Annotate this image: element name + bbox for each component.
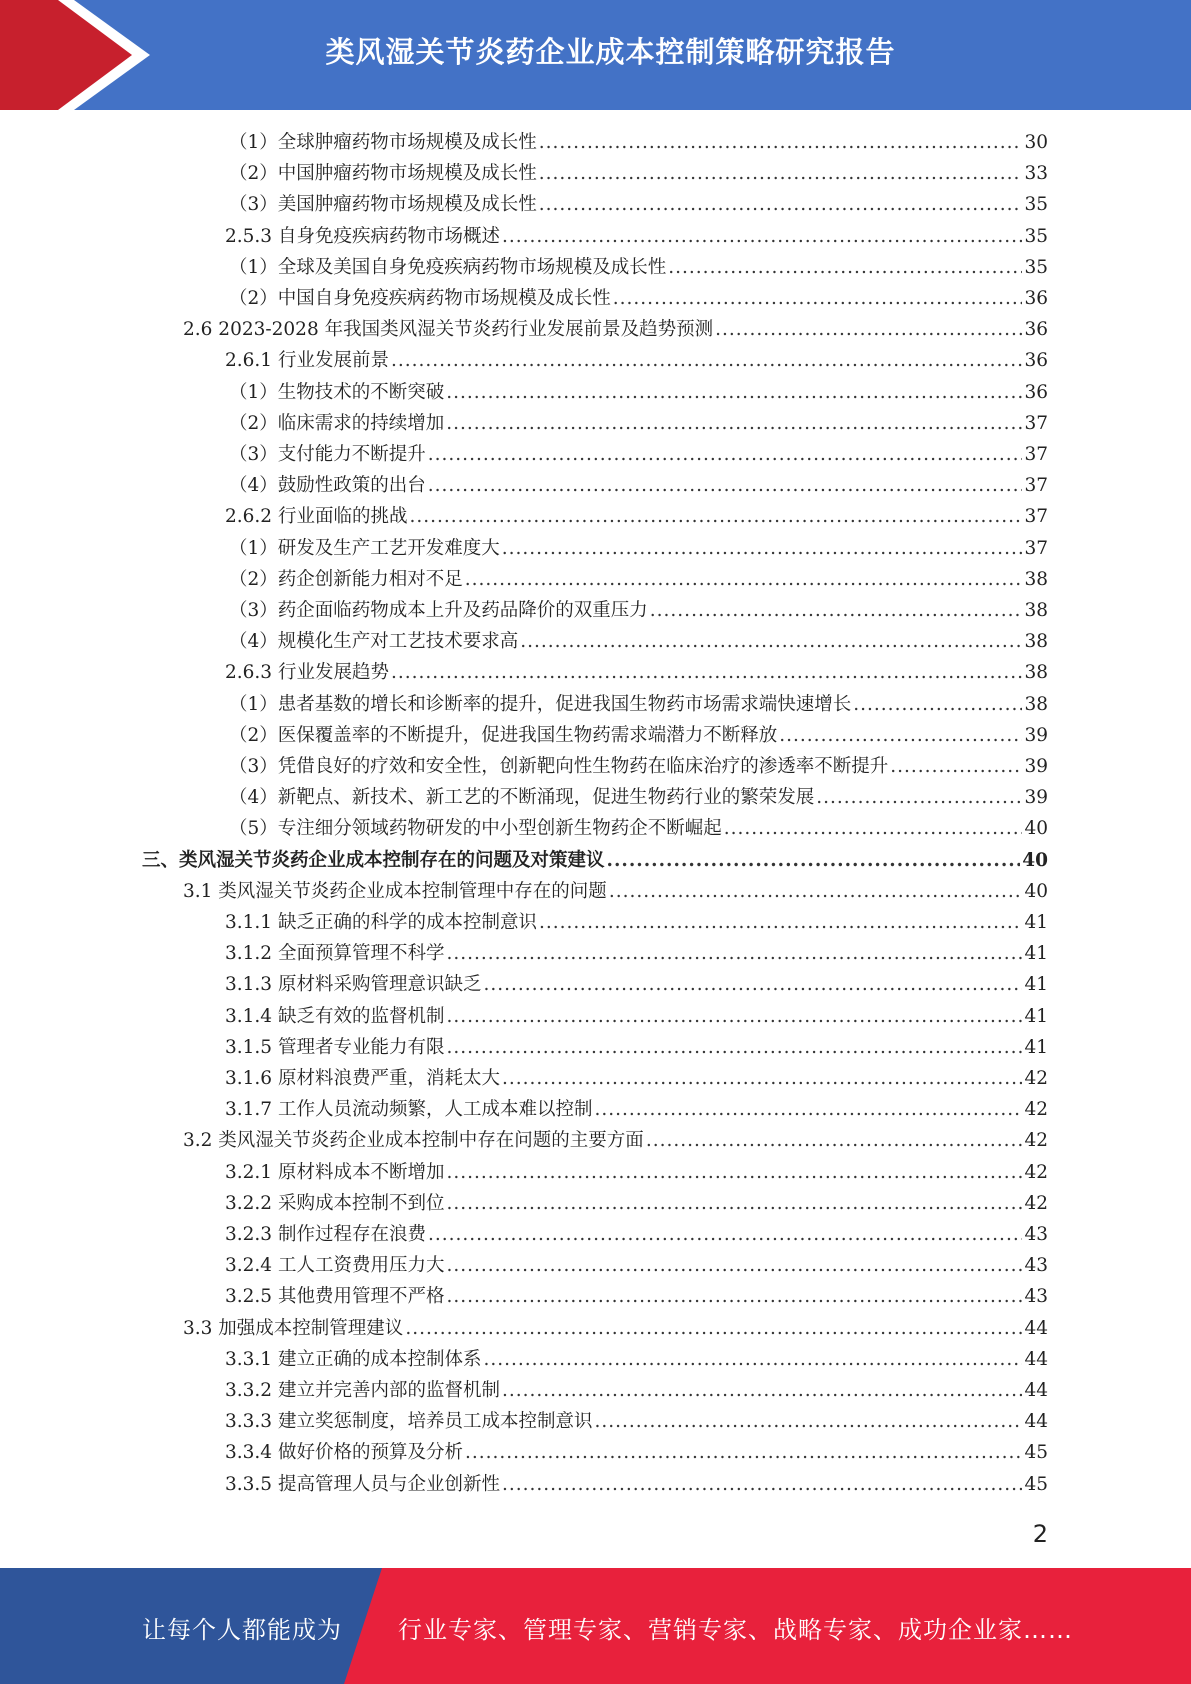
toc-entry-label: 3.2.3 制作过程存在浪费 (225, 1224, 426, 1245)
toc-entry-page: 35 (1024, 225, 1048, 247)
toc-dot-leader (613, 283, 1023, 314)
toc-entry-label: 2.6.2 行业面临的挑战 (225, 506, 408, 528)
toc-entry[interactable] (142, 845, 1048, 876)
toc-dot-leader (483, 969, 1022, 1000)
toc-entry[interactable] (229, 283, 1048, 314)
toc-entry[interactable] (225, 657, 1048, 688)
toc-entry[interactable] (183, 1313, 1048, 1344)
toc-dot-leader (539, 189, 1023, 220)
toc-dot-leader (428, 1219, 1022, 1250)
toc-entry[interactable] (229, 377, 1048, 408)
toc-dot-leader (446, 377, 1022, 408)
toc-dot-leader (446, 1157, 1022, 1188)
toc-dot-leader (650, 595, 1023, 626)
toc-entry-page: 40 (1022, 849, 1048, 871)
footer-slogan-right: 行业专家、管理专家、营销专家、战略专家、成功企业家…… (398, 1616, 1073, 1644)
toc-dot-leader (428, 439, 1023, 470)
toc-dot-leader (539, 158, 1023, 189)
toc-dot-leader (502, 1375, 1022, 1406)
toc-entry-label: 3.2.5 其他费用管理不严格 (225, 1286, 445, 1308)
toc-entry[interactable] (225, 907, 1048, 938)
toc-entry-label: （3）药企面临药物成本上升及药品降价的双重压力 (229, 600, 648, 621)
toc-entry[interactable] (225, 221, 1048, 252)
toc-entry[interactable] (225, 1250, 1048, 1281)
toc-entry[interactable] (229, 782, 1048, 813)
toc-entry-page: 42 (1024, 1068, 1048, 1089)
toc-dot-leader (502, 533, 1023, 564)
toc-entry-label: （1）研发及生产工艺开发难度大 (229, 537, 500, 559)
toc-entry-page: 35 (1024, 256, 1048, 278)
toc-dot-leader (502, 221, 1022, 252)
toc-entry-label: （1）生物技术的不断突破 (229, 381, 445, 403)
toc-entry[interactable] (225, 1188, 1048, 1219)
toc-entry-label: 三、类风湿关节炎药企业成本控制存在的问题及对策建议 (142, 849, 605, 871)
toc-entry[interactable] (225, 1375, 1048, 1406)
toc-entry-label: 3.1.3 原材料采购管理意识缺乏 (225, 974, 482, 996)
toc-entry-page: 42 (1024, 1161, 1048, 1183)
toc-entry-page: 43 (1024, 1286, 1048, 1308)
toc-entry-page: 37 (1024, 412, 1048, 434)
toc-entry-label: （2）中国肿瘤药物市场规模及成长性 (229, 163, 537, 185)
toc-entry-label: （4）鼓励性政策的出台 (229, 475, 426, 497)
toc-entry-page: 39 (1024, 787, 1048, 809)
toc-entry-page: 41 (1024, 943, 1048, 965)
toc-entry-page: 37 (1024, 506, 1048, 528)
toc-entry[interactable] (225, 938, 1048, 969)
toc-entry-label: （4）规模化生产对工艺技术要求高 (229, 631, 519, 653)
toc-entry-label: （1）患者基数的增长和诊断率的提升，促进我国生物药市场需求端快速增长 (229, 693, 852, 715)
toc-entry-page: 36 (1024, 381, 1048, 403)
toc-dot-leader (446, 1188, 1022, 1219)
toc-dot-leader (409, 501, 1022, 532)
toc-dot-leader (724, 813, 1023, 844)
toc-dot-leader (391, 657, 1022, 688)
toc-entry-page: 38 (1024, 631, 1048, 653)
toc-entry-label: 3.3.1 建立正确的成本控制体系 (225, 1348, 482, 1370)
toc-entry-label: 3.1.2 全面预算管理不科学 (225, 943, 445, 965)
toc-entry[interactable] (225, 1094, 1048, 1125)
toc-entry[interactable] (183, 314, 1048, 345)
toc-dot-leader (520, 626, 1022, 657)
toc-entry[interactable] (229, 533, 1048, 564)
toc-entry-label: （2）医保覆盖率的不断提升，促进我国生物药需求端潜力不断释放 (229, 724, 778, 746)
toc-entry-page: 43 (1024, 1255, 1048, 1277)
toc-entry-page: 38 (1024, 600, 1048, 621)
toc-entry[interactable] (229, 127, 1048, 158)
toc-entry[interactable] (225, 1406, 1048, 1437)
toc-entry-page: 36 (1024, 288, 1048, 309)
toc-dot-leader (539, 907, 1022, 938)
toc-entry-label: 3.1.5 管理者专业能力有限 (225, 1036, 445, 1058)
toc-entry-label: 2.6 2023-2028 年我国类风湿关节炎药行业发展前景及趋势预测 (183, 319, 714, 341)
toc-entry[interactable] (225, 345, 1048, 376)
toc-entry-page: 38 (1024, 693, 1048, 715)
page-number: 2 (1032, 1520, 1048, 1548)
toc-dot-leader (890, 751, 1022, 782)
toc-dot-leader (502, 1469, 1022, 1500)
toc-dot-leader (502, 1063, 1022, 1094)
toc-entry[interactable] (225, 1344, 1048, 1375)
toc-entry-label: （2）中国自身免疫疾病药物市场规模及成长性 (229, 288, 611, 309)
toc-entry-label: 2.6.3 行业发展趋势 (225, 662, 389, 684)
toc-entry-label: 3.1.6 原材料浪费严重，消耗太大 (225, 1068, 500, 1089)
toc-entry-page: 39 (1024, 756, 1048, 777)
toc-dot-leader (539, 127, 1023, 158)
toc-dot-leader (446, 938, 1022, 969)
toc-entry-page: 36 (1024, 350, 1048, 372)
toc-entry-label: 3.1.1 缺乏正确的科学的成本控制意识 (225, 912, 537, 933)
toc-entry[interactable] (225, 1437, 1048, 1468)
toc-entry-page: 38 (1024, 662, 1048, 684)
toc-entry-label: 3.3 加强成本控制管理建议 (183, 1317, 404, 1339)
toc-dot-leader (646, 1125, 1023, 1156)
toc-entry[interactable] (183, 1125, 1048, 1156)
toc-entry-label: 3.3.2 建立并完善内部的监督机制 (225, 1380, 500, 1401)
toc-dot-leader (446, 1032, 1022, 1063)
toc-entry-page: 44 (1024, 1348, 1048, 1370)
toc-entry-label: 3.2 类风湿关节炎药企业成本控制中存在问题的主要方面 (183, 1130, 644, 1152)
toc-entry-label: （2）药企创新能力相对不足 (229, 568, 463, 590)
toc-entry-label: 3.1.4 缺乏有效的监督机制 (225, 1005, 445, 1027)
toc-entry-page: 35 (1024, 194, 1048, 216)
footer-slogan-left: 让每个人都能成为 (142, 1616, 342, 1644)
toc-entry-page: 37 (1024, 475, 1048, 497)
toc-entry-label: （5）专注细分领域药物研发的中小型创新生物药企不断崛起 (229, 818, 722, 840)
toc-entry[interactable] (229, 689, 1048, 720)
toc-entry-label: （2）临床需求的持续增加 (229, 412, 445, 434)
toc-dot-leader (715, 314, 1022, 345)
toc-entry-page: 33 (1024, 163, 1048, 185)
toc-dot-leader (668, 252, 1022, 283)
toc-entry-label: 3.2.1 原材料成本不断增加 (225, 1161, 445, 1183)
toc-entry[interactable] (229, 189, 1048, 220)
toc-dot-leader (446, 1250, 1022, 1281)
toc-entry-page: 43 (1024, 1224, 1048, 1245)
toc-entry[interactable] (229, 564, 1048, 595)
toc-entry-page: 44 (1024, 1380, 1048, 1401)
toc-dot-leader (465, 564, 1023, 595)
toc-entry-label: 3.3.5 提高管理人员与企业创新性 (225, 1473, 500, 1495)
toc-dot-leader (446, 1001, 1022, 1032)
toc-entry-page: 40 (1024, 818, 1048, 840)
toc-dot-leader (391, 345, 1022, 376)
toc-entry-page: 42 (1024, 1192, 1048, 1214)
toc-entry-page: 45 (1024, 1442, 1048, 1464)
toc-entry[interactable] (225, 501, 1048, 532)
toc-entry-page: 44 (1024, 1411, 1048, 1433)
toc-entry-page: 37 (1024, 537, 1048, 559)
toc-entry[interactable] (229, 408, 1048, 439)
toc-entry-label: 2.5.3 自身免疫疾病药物市场概述 (225, 225, 500, 247)
toc-entry-page: 36 (1024, 319, 1048, 341)
toc-entry-label: （3）美国肿瘤药物市场规模及成长性 (229, 194, 537, 216)
toc-entry-label: 3.2.2 采购成本控制不到位 (225, 1192, 445, 1214)
toc-dot-leader (609, 876, 1023, 907)
toc-dot-leader (428, 470, 1023, 501)
toc-entry-page: 41 (1024, 974, 1048, 996)
toc-entry-page: 39 (1024, 724, 1048, 746)
toc-entry-page: 40 (1024, 880, 1048, 902)
toc-dot-leader (446, 1281, 1022, 1312)
toc-dot-leader (594, 1406, 1022, 1437)
toc-entry[interactable] (229, 813, 1048, 844)
toc-entry-label: （4）新靶点、新技术、新工艺的不断涌现，促进生物药行业的繁荣发展 (229, 787, 815, 809)
toc-dot-leader (446, 408, 1022, 439)
toc-entry-page: 42 (1024, 1099, 1048, 1121)
toc-entry-page: 41 (1024, 912, 1048, 933)
toc-entry[interactable] (225, 1281, 1048, 1312)
toc-entry[interactable] (225, 1219, 1048, 1250)
toc-dot-leader (465, 1437, 1022, 1468)
toc-dot-leader (853, 689, 1022, 720)
toc-dot-leader (779, 720, 1022, 751)
toc-entry-label: 2.6.1 行业发展前景 (225, 350, 389, 372)
toc-entry-label: （3）支付能力不断提升 (229, 444, 426, 465)
toc-entry-page: 44 (1024, 1317, 1048, 1339)
toc-entry-page: 37 (1024, 444, 1048, 465)
toc-entry-page: 45 (1024, 1473, 1048, 1495)
toc-dot-leader (607, 845, 1021, 876)
page-header (0, 0, 1191, 110)
toc-entry[interactable] (183, 876, 1048, 907)
toc-entry[interactable] (225, 969, 1048, 1000)
toc-entry[interactable] (229, 439, 1048, 470)
toc-entry-page: 30 (1024, 132, 1048, 153)
toc-entry[interactable] (229, 751, 1048, 782)
report-title: 类风湿关节炎药企业成本控制策略研究报告 (325, 35, 896, 69)
toc-dot-leader (405, 1313, 1022, 1344)
toc-entry[interactable] (229, 626, 1048, 657)
toc-entry-label: 3.3.4 做好价格的预算及分析 (225, 1442, 463, 1464)
toc-entry-page: 41 (1024, 1036, 1048, 1058)
toc-entry[interactable] (225, 1063, 1048, 1094)
toc-entry[interactable] (225, 1469, 1048, 1500)
toc-entry[interactable] (229, 470, 1048, 501)
toc-entry-page: 41 (1024, 1005, 1048, 1027)
page-footer (0, 1568, 1191, 1684)
toc-entry-label: 3.3.3 建立奖惩制度，培养员工成本控制意识 (225, 1411, 593, 1433)
toc-entry-page: 42 (1024, 1130, 1048, 1152)
toc-entry-label: （1）全球肿瘤药物市场规模及成长性 (229, 132, 537, 153)
toc-dot-leader (483, 1344, 1022, 1375)
toc-entry-label: 3.1.7 工作人员流动频繁，人工成本难以控制 (225, 1099, 593, 1121)
toc-entry[interactable] (229, 595, 1048, 626)
toc-entry[interactable] (225, 1001, 1048, 1032)
toc-entry-label: （3）凭借良好的疗效和安全性，创新靶向性生物药在临床治疗的渗透率不断提升 (229, 756, 889, 777)
toc-entry-label: 3.2.4 工人工资费用压力大 (225, 1255, 445, 1277)
toc-dot-leader (816, 782, 1022, 813)
toc-entry[interactable] (229, 158, 1048, 189)
toc-entry[interactable] (225, 1032, 1048, 1063)
toc-entry-label: （1）全球及美国自身免疫疾病药物市场规模及成长性 (229, 256, 667, 278)
toc-entry[interactable] (229, 252, 1048, 283)
toc-entry-page: 38 (1024, 568, 1048, 590)
toc-dot-leader (594, 1094, 1022, 1125)
toc-entry[interactable] (225, 1157, 1048, 1188)
toc-entry-label: 3.1 类风湿关节炎药企业成本控制管理中存在的问题 (183, 880, 607, 902)
toc-entry[interactable] (229, 720, 1048, 751)
